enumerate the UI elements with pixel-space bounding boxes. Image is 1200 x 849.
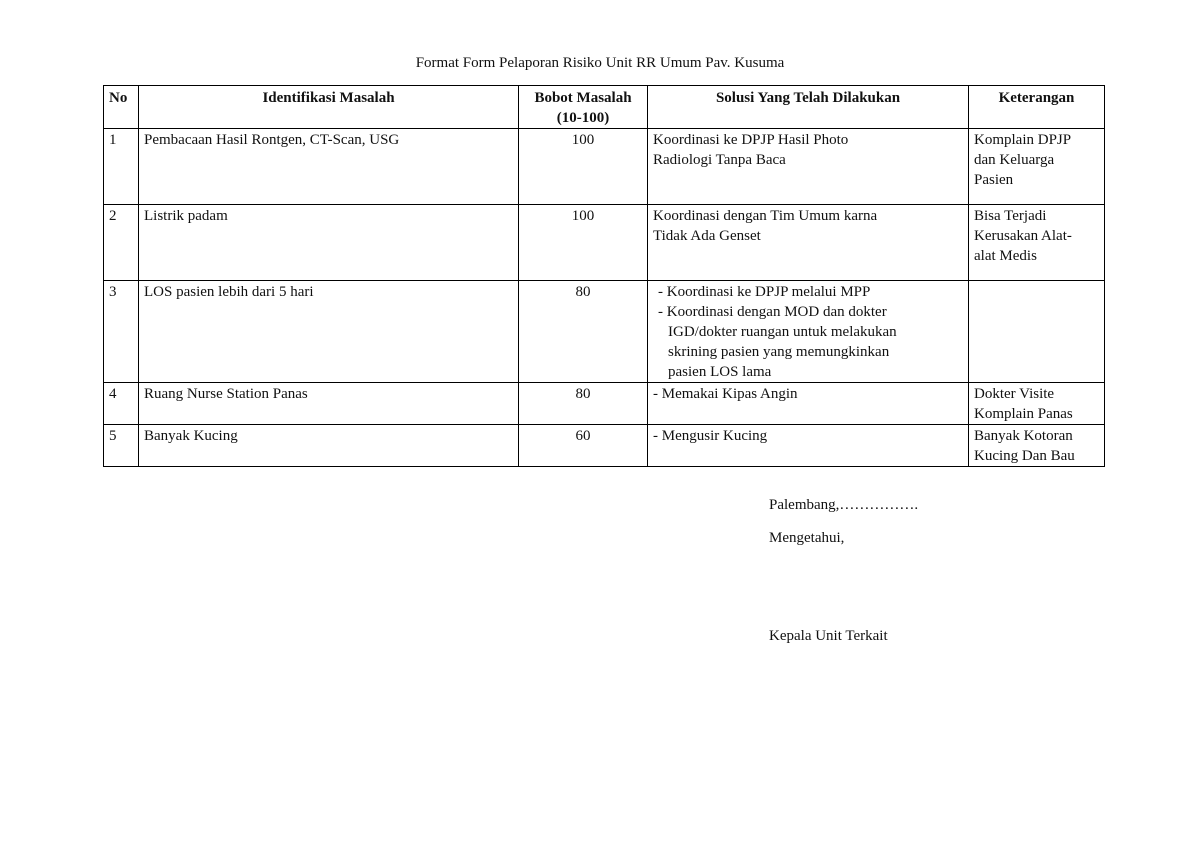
row-weight: 80 [519, 383, 648, 425]
solution-line: - Koordinasi dengan MOD dan dokter [658, 304, 887, 320]
header-weight-line2: (10-100) [556, 110, 610, 126]
remarks-line: Komplain DPJP [974, 132, 1072, 148]
header-remarks: Keterangan [969, 86, 1105, 129]
header-weight [519, 86, 648, 129]
solution-line: Koordinasi dengan Tim Umum karna [653, 208, 878, 224]
row-remarks [969, 281, 1105, 383]
remarks-line: dan Keluarga [974, 152, 1055, 168]
row-no: 1 [104, 129, 139, 205]
row-solution [648, 281, 969, 383]
header-no: No [104, 86, 139, 129]
solution-line: - Memakai Kipas Angin [653, 386, 798, 402]
row-solution [648, 205, 969, 281]
solution-line: Radiologi Tanpa Baca [653, 152, 786, 168]
row-solution [648, 383, 969, 425]
row-no: 3 [104, 281, 139, 383]
row-no: 4 [104, 383, 139, 425]
row-weight: 60 [519, 425, 648, 467]
row-solution [648, 129, 969, 205]
row-weight: 100 [519, 129, 648, 205]
solution-line: - Koordinasi ke DPJP melalui MPP [658, 284, 871, 300]
remarks-line: Kerusakan Alat- [974, 228, 1072, 244]
solution-line: - Mengusir Kucing [653, 428, 768, 444]
table-header-row [104, 86, 1105, 129]
remarks-line: Bisa Terjadi [974, 208, 1047, 224]
row-problem: Pembacaan Hasil Rontgen, CT-Scan, USG [139, 129, 519, 205]
row-weight: 80 [519, 281, 648, 383]
signature-acknowledged: Mengetahui, [769, 530, 845, 546]
signature-signer: Kepala Unit Terkait [769, 628, 888, 644]
remarks-line: Banyak Kotoran [974, 428, 1073, 444]
row-remarks [969, 425, 1105, 467]
row-no: 2 [104, 205, 139, 281]
table-row [104, 205, 1105, 281]
table-row [104, 129, 1105, 205]
solution-line: skrining pasien yang memungkinkan [668, 344, 890, 360]
row-problem: Ruang Nurse Station Panas [139, 383, 519, 425]
row-solution [648, 425, 969, 467]
row-remarks [969, 383, 1105, 425]
remarks-line: Pasien [974, 172, 1014, 188]
remarks-line: alat Medis [974, 248, 1037, 264]
header-solution: Solusi Yang Telah Dilakukan [648, 86, 969, 129]
row-remarks [969, 129, 1105, 205]
solution-line: Koordinasi ke DPJP Hasil Photo [653, 132, 849, 148]
risk-report-table [103, 85, 1105, 467]
remarks-line: Komplain Panas [974, 406, 1073, 422]
header-problem: Identifikasi Masalah [139, 86, 519, 129]
row-no: 5 [104, 425, 139, 467]
row-problem: LOS pasien lebih dari 5 hari [139, 281, 519, 383]
row-problem: Listrik padam [139, 205, 519, 281]
solution-line: Tidak Ada Genset [653, 228, 761, 244]
header-weight-line1: Bobot Masalah [534, 90, 632, 106]
remarks-line: Kucing Dan Bau [974, 448, 1075, 464]
table-row [104, 383, 1105, 425]
solution-line: IGD/dokter ruangan untuk melakukan [668, 324, 897, 340]
row-weight: 100 [519, 205, 648, 281]
row-problem: Banyak Kucing [139, 425, 519, 467]
signature-place-date: Palembang,……………. [769, 497, 919, 513]
table-row [104, 425, 1105, 467]
document-title: Format Form Pelaporan Risiko Unit RR Umum Pav. Kusuma [415, 55, 785, 71]
solution-line: pasien LOS lama [668, 364, 772, 380]
row-remarks [969, 205, 1105, 281]
table-row [104, 281, 1105, 383]
remarks-line: Dokter Visite [974, 386, 1055, 402]
